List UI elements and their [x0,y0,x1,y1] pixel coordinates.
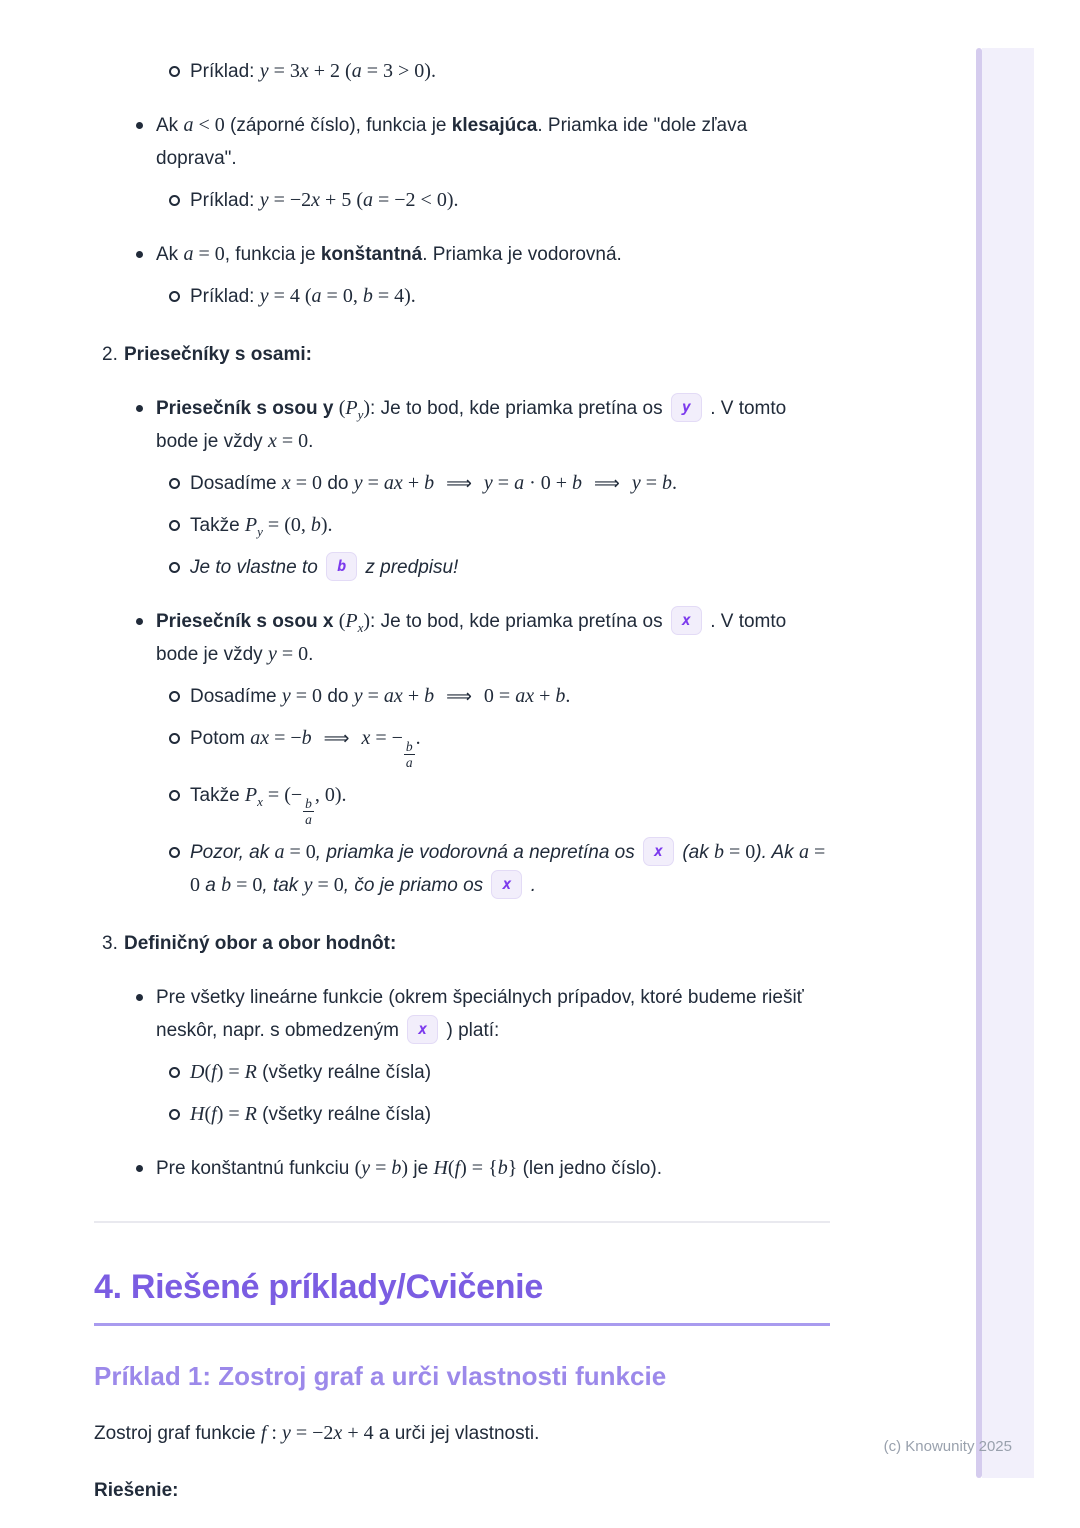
circle-bullet-icon [168,836,190,902]
paragraph [94,1417,830,1450]
item-text [156,1152,830,1185]
list-item-level2 [168,467,830,500]
subscript: x [357,620,364,635]
item-text [156,605,830,671]
item-text [124,927,830,960]
bold-text: Priesečník s osou x [156,611,334,632]
inline-code-badge-y: y [671,393,702,422]
list-item-level2 [168,779,830,827]
implies-arrow-icon: ⟹ [446,473,472,494]
list-item-level1 [134,981,830,1047]
math-expression: y = 0 [267,643,309,665]
text-run: (všetky reálne čísla) [256,1062,432,1084]
text-run: Príklad: [190,61,260,82]
text-run: Ak [156,244,184,265]
bullet-shape [169,1067,180,1078]
bold-text: Riešenie: [94,1479,179,1501]
math-expression: y = ax + b ⟹ 0 = ax + b. [353,685,571,707]
text-run: Ak [156,115,184,136]
text-run: Zostroj graf funkcie [94,1422,261,1444]
item-text [190,836,830,902]
item-text [190,280,830,313]
math-expression: y = ax + b ⟹ y = a · 0 + b ⟹ y = b. [353,472,678,494]
math-expression: x = 0 [281,472,323,494]
item-text [190,779,830,827]
list-item-level2 [168,280,830,313]
bullet-shape [169,691,180,702]
bullet-shape [169,1109,180,1120]
inline-code-badge-x: x [671,606,702,635]
fraction [404,739,415,770]
text-run: . [308,644,314,665]
fraction [303,796,314,827]
subscript: y [257,524,263,539]
text-run: (všetky reálne čísla) [256,1104,432,1126]
example-heading [94,1360,830,1393]
subscript-base: P [345,397,358,419]
math-expression: y = 3x + 2 (a = 3 > 0). [259,60,436,82]
circle-bullet-icon [168,467,190,500]
math-expression: y = 4 (a = 0, b = 4). [259,285,416,307]
item-text [190,184,830,217]
subscripted-variable [244,514,263,539]
math-expression: ( [338,397,346,419]
bold-text: Definičný obor a obor hodnôt: [124,933,397,955]
list-item-level1 [134,392,830,458]
footer-copyright: (c) Knowunity 2025 [883,1438,1012,1455]
circle-bullet-icon [168,551,190,584]
list-item-level1 [134,605,830,671]
subscripted-variable [244,784,263,810]
list-item-level1 [134,1152,830,1185]
bullet-shape [136,1165,143,1172]
item-text [156,392,830,458]
item-text [190,722,830,770]
bullet-shape [169,195,180,206]
text-run: Takže [190,515,245,536]
math-expression: = (− [262,784,303,807]
math-expression: H(f) = R [190,1103,257,1126]
text-run: . V tomto bode je vždy [156,398,787,452]
subscript: y [357,407,364,422]
circle-bullet-icon [168,779,190,827]
paragraph [94,1474,830,1507]
math-expression: f : y = −2x + 4 [260,1421,374,1444]
math-expression: x = 0 [267,430,309,452]
italic-text: , čo je priamo os [343,875,489,897]
section-heading [94,1267,830,1308]
list-item-level1 [134,109,830,175]
text-run: do [322,686,354,707]
item-text [190,551,830,584]
list-item-level2 [168,55,830,88]
math-expression: a < 0 [183,114,225,136]
math-expression: b = 0 [221,874,263,897]
bullet-icon [134,109,156,175]
bullet-icon [134,605,156,671]
item-text [190,1056,830,1089]
item-text [124,338,830,371]
list-number: 2. [102,344,118,365]
bullet-icon [134,392,156,458]
text-run: Dosadíme [190,473,282,494]
text-run: 4. Riešené príklady/Cvičenie [94,1268,543,1307]
inline-code-badge-b: b [326,552,357,581]
bullet-shape [136,251,143,258]
bold-text: klesajúca [451,115,538,136]
list-item-level2 [168,551,830,584]
item-text [190,467,830,500]
italic-text: ). Ak [755,842,799,864]
item-text [190,1098,830,1131]
list-item-level1 [134,238,830,271]
text-run: Príklad: [190,190,260,211]
text-run: . Priamka je vodorovná. [422,244,622,265]
list-item-level2 [168,1098,830,1131]
italic-text: . [525,875,537,897]
math-expression: ( [338,610,346,632]
bullet-shape [136,405,143,412]
list-item-level2 [168,836,830,902]
subscript-base: P [244,784,258,807]
math-expression: a = 0 [183,243,225,265]
bullet-shape [169,478,180,489]
list-item-level2 [168,509,830,542]
math-expression: D(f) = R [190,1061,257,1084]
text-run: : Je to bod, kde priamka pretína os [370,611,668,632]
bold-text: konštantná [320,244,423,265]
inline-code-badge-x: x [491,870,522,899]
item-text [190,680,830,713]
fraction-denominator: a [405,755,413,771]
math-expression: y = −2x + 5 (a = −2 < 0). [259,189,459,211]
math-expression: = (0, b). [262,514,333,536]
list-item-level2 [168,1056,830,1089]
bullet-shape [169,66,180,77]
subscript-base: P [345,610,358,632]
italic-text: Je to vlastne to [190,557,324,578]
bullet-shape [169,562,180,573]
bullet-shape [169,520,180,531]
text-run: . [308,431,314,452]
scrollbar-track[interactable] [982,48,1034,1478]
math-expression: y = 0 [281,685,323,707]
circle-bullet-icon [168,184,190,217]
fraction-numerator: b [405,739,413,755]
text-run: : Je to bod, kde priamka pretína os [370,398,668,419]
text-run: do [322,473,354,494]
numbered-heading [102,338,830,371]
text-run: je [408,1158,434,1180]
subscripted-variable [345,610,364,635]
text-run: Príklad 1: Zostroj graf a urči vlastnosti funkcie [94,1361,667,1392]
math-expression: . [415,727,421,749]
math-expression: b = 0 [714,841,756,864]
bullet-shape [136,618,143,625]
circle-bullet-icon [168,680,190,713]
bold-text: Priesečníky s osami: [124,344,312,365]
fraction-denominator: a [305,812,312,828]
inline-code-badge-x: x [407,1015,438,1044]
italic-text: a [200,875,222,897]
item-text [156,238,830,271]
circle-bullet-icon [168,280,190,313]
list-number: 3. [102,933,118,955]
subscript: x [257,794,263,810]
text-run: . V tomto bode je vždy [156,611,787,665]
text-run: Príklad: [190,286,260,307]
text-run: ) platí: [441,1020,500,1042]
list-item-level2 [168,680,830,713]
list-item-level2 [168,722,830,770]
implies-arrow-icon: ⟹ [594,473,620,494]
circle-bullet-icon [168,722,190,770]
bullet-shape [136,994,143,1001]
bold-text: Priesečník s osou y [156,398,334,419]
item-text [156,109,830,175]
italic-text: , priamka je vodorovná a nepretína os [315,842,641,864]
item-text [190,55,830,88]
text-run: . Priamka ide "dole zľava doprava". [156,115,748,169]
text-run: Pre všetky lineárne funkcie (okrem špeciálnych prípadov, ktoré budeme riešiť neskôr, napr. s obmedzeným [156,987,804,1042]
bullet-icon [134,1152,156,1185]
item-text [190,509,830,542]
implies-arrow-icon: ⟹ [446,686,472,707]
scrollbar-thumb[interactable] [976,48,982,1478]
inline-code-badge-x: x [643,837,674,866]
circle-bullet-icon [168,509,190,542]
item-text [156,981,830,1047]
math-expression: ax = −b ⟹ x = − [250,727,403,749]
math-expression: a = 0 [274,841,316,864]
math-expression: a = 0 [190,841,826,897]
bullet-icon [134,981,156,1047]
document-content [94,55,830,1507]
bullet-shape [169,733,180,744]
italic-text: (ak [677,842,715,864]
bullet-shape [169,790,180,801]
bullet-shape [136,122,143,129]
bullet-shape [169,291,180,302]
subscripted-variable [345,397,364,422]
math-expression: y = 0 [303,874,344,897]
heading-underline [94,1323,830,1326]
bullet-icon [134,238,156,271]
math-expression: ) [363,610,371,632]
text-run: (len jedno číslo). [517,1158,662,1180]
text-run: a urči jej vlastnosti. [373,1422,540,1444]
math-expression: ) [363,397,371,419]
text-run: Pre konštantnú funkciu [156,1158,355,1180]
text-run: Takže [190,785,245,807]
text-run: Potom [190,728,251,749]
section-divider [94,1221,830,1223]
text-run: , funkcia je [224,244,321,265]
numbered-heading [102,927,830,960]
math-expression: , 0). [314,784,347,807]
circle-bullet-icon [168,55,190,88]
text-run: Dosadíme [190,686,282,707]
italic-text: , tak [262,875,304,897]
circle-bullet-icon [168,1056,190,1089]
math-expression: H(f) = {b} [433,1157,518,1180]
list-item-level2 [168,184,830,217]
implies-arrow-icon: ⟹ [323,728,350,749]
bullet-shape [169,847,180,858]
subscript-base: P [244,514,258,536]
circle-bullet-icon [168,1098,190,1131]
text-run: (záporné číslo), funkcia je [224,115,452,136]
italic-text: Pozor, ak [190,842,275,864]
math-expression: (y = b) [354,1157,409,1180]
fraction-numerator: b [305,796,312,812]
italic-text: z predpisu! [360,557,459,578]
